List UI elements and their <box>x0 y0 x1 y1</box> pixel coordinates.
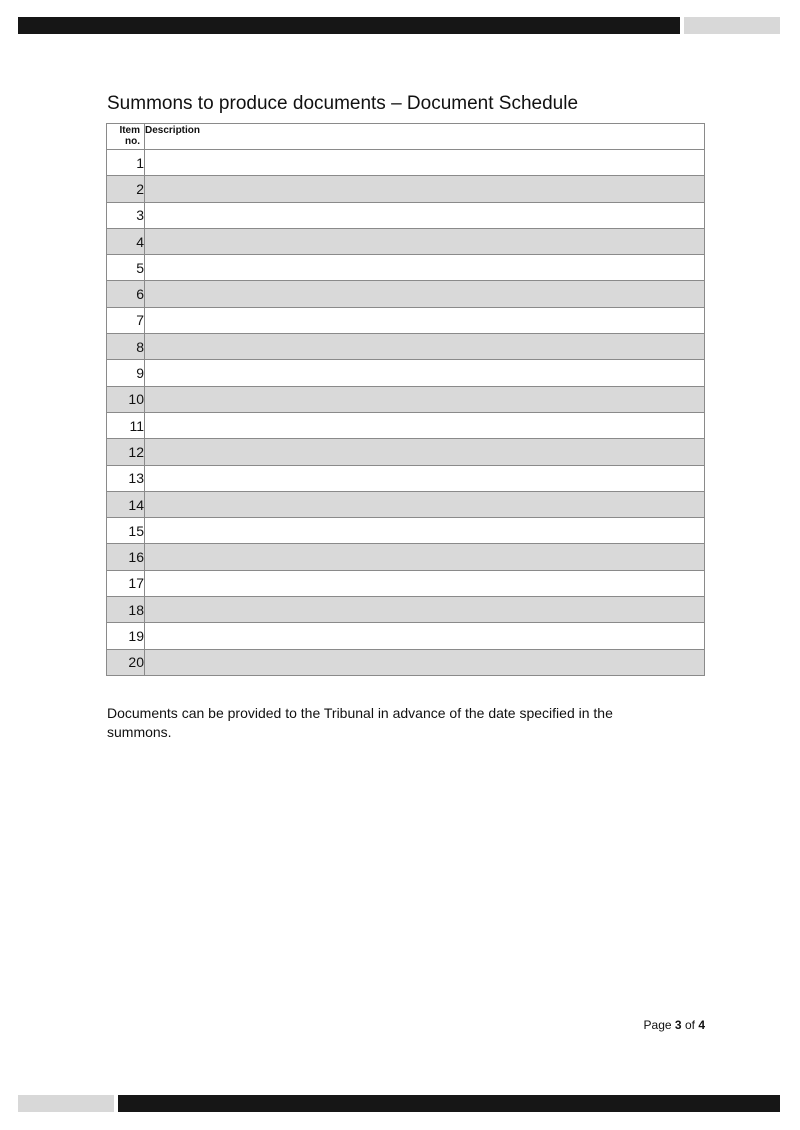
item-number-cell: 3 <box>107 202 145 228</box>
description-cell[interactable] <box>145 439 705 465</box>
item-number-cell: 5 <box>107 255 145 281</box>
page-current: 3 <box>674 1018 682 1032</box>
document-schedule-table <box>106 123 705 676</box>
page-prefix: Page <box>643 1018 672 1032</box>
item-number-cell: 11 <box>107 412 145 438</box>
item-number-cell: 10 <box>107 386 145 412</box>
item-number-cell: 16 <box>107 544 145 570</box>
table-row <box>107 255 705 281</box>
table-row <box>107 544 705 570</box>
description-cell[interactable] <box>145 570 705 596</box>
table-row <box>107 386 705 412</box>
description-cell[interactable] <box>145 491 705 517</box>
footer-bar-light <box>18 1095 114 1112</box>
table-row <box>107 570 705 596</box>
advance-notice-text: Documents can be provided to the Tribunal in advance of the date specified in the summons. <box>107 705 613 740</box>
table-row <box>107 623 705 649</box>
item-number-cell: 13 <box>107 465 145 491</box>
description-cell[interactable] <box>145 623 705 649</box>
item-number-cell: 14 <box>107 491 145 517</box>
description-header: Description <box>145 124 705 150</box>
item-number-cell: 2 <box>107 176 145 202</box>
table-row <box>107 176 705 202</box>
table-row <box>107 360 705 386</box>
description-cell[interactable] <box>145 281 705 307</box>
page-number <box>600 1018 705 1032</box>
description-cell[interactable] <box>145 334 705 360</box>
table-row <box>107 202 705 228</box>
table-row <box>107 281 705 307</box>
table-row <box>107 465 705 491</box>
table-row <box>107 649 705 675</box>
description-cell[interactable] <box>145 597 705 623</box>
description-cell[interactable] <box>145 307 705 333</box>
description-cell[interactable] <box>145 360 705 386</box>
item-number-cell: 15 <box>107 518 145 544</box>
item-number-cell: 19 <box>107 623 145 649</box>
item-no-header <box>107 124 145 150</box>
item-number-cell: 12 <box>107 439 145 465</box>
table-row <box>107 412 705 438</box>
table-row <box>107 334 705 360</box>
description-cell[interactable] <box>145 465 705 491</box>
item-number-cell: 17 <box>107 570 145 596</box>
description-cell[interactable] <box>145 518 705 544</box>
item-number-cell: 8 <box>107 334 145 360</box>
footer-bar-dark <box>118 1095 780 1112</box>
item-number-cell: 18 <box>107 597 145 623</box>
header-bar-dark <box>18 17 680 34</box>
description-cell[interactable] <box>145 255 705 281</box>
page-title: Summons to produce documents – Document Schedule <box>107 93 579 114</box>
description-cell[interactable] <box>145 412 705 438</box>
table-row <box>107 439 705 465</box>
table-row <box>107 597 705 623</box>
item-number-cell: 20 <box>107 649 145 675</box>
page-of: of <box>684 1018 695 1032</box>
description-cell[interactable] <box>145 649 705 675</box>
table-row <box>107 518 705 544</box>
table-header-row <box>107 124 705 150</box>
description-cell[interactable] <box>145 176 705 202</box>
item-number-cell: 9 <box>107 360 145 386</box>
item-header-line1: Item <box>119 125 140 136</box>
item-number-cell: 4 <box>107 228 145 254</box>
description-cell[interactable] <box>145 386 705 412</box>
item-number-cell: 7 <box>107 307 145 333</box>
description-cell[interactable] <box>145 202 705 228</box>
description-cell[interactable] <box>145 544 705 570</box>
item-header-line2: no. <box>125 136 140 147</box>
item-number-cell: 1 <box>107 150 145 176</box>
description-cell[interactable] <box>145 150 705 176</box>
table-row <box>107 307 705 333</box>
table-row <box>107 491 705 517</box>
page-total: 4 <box>698 1018 705 1032</box>
table-row <box>107 228 705 254</box>
description-cell[interactable] <box>145 228 705 254</box>
header-bar-light <box>684 17 780 34</box>
item-number-cell: 6 <box>107 281 145 307</box>
table-row <box>107 150 705 176</box>
